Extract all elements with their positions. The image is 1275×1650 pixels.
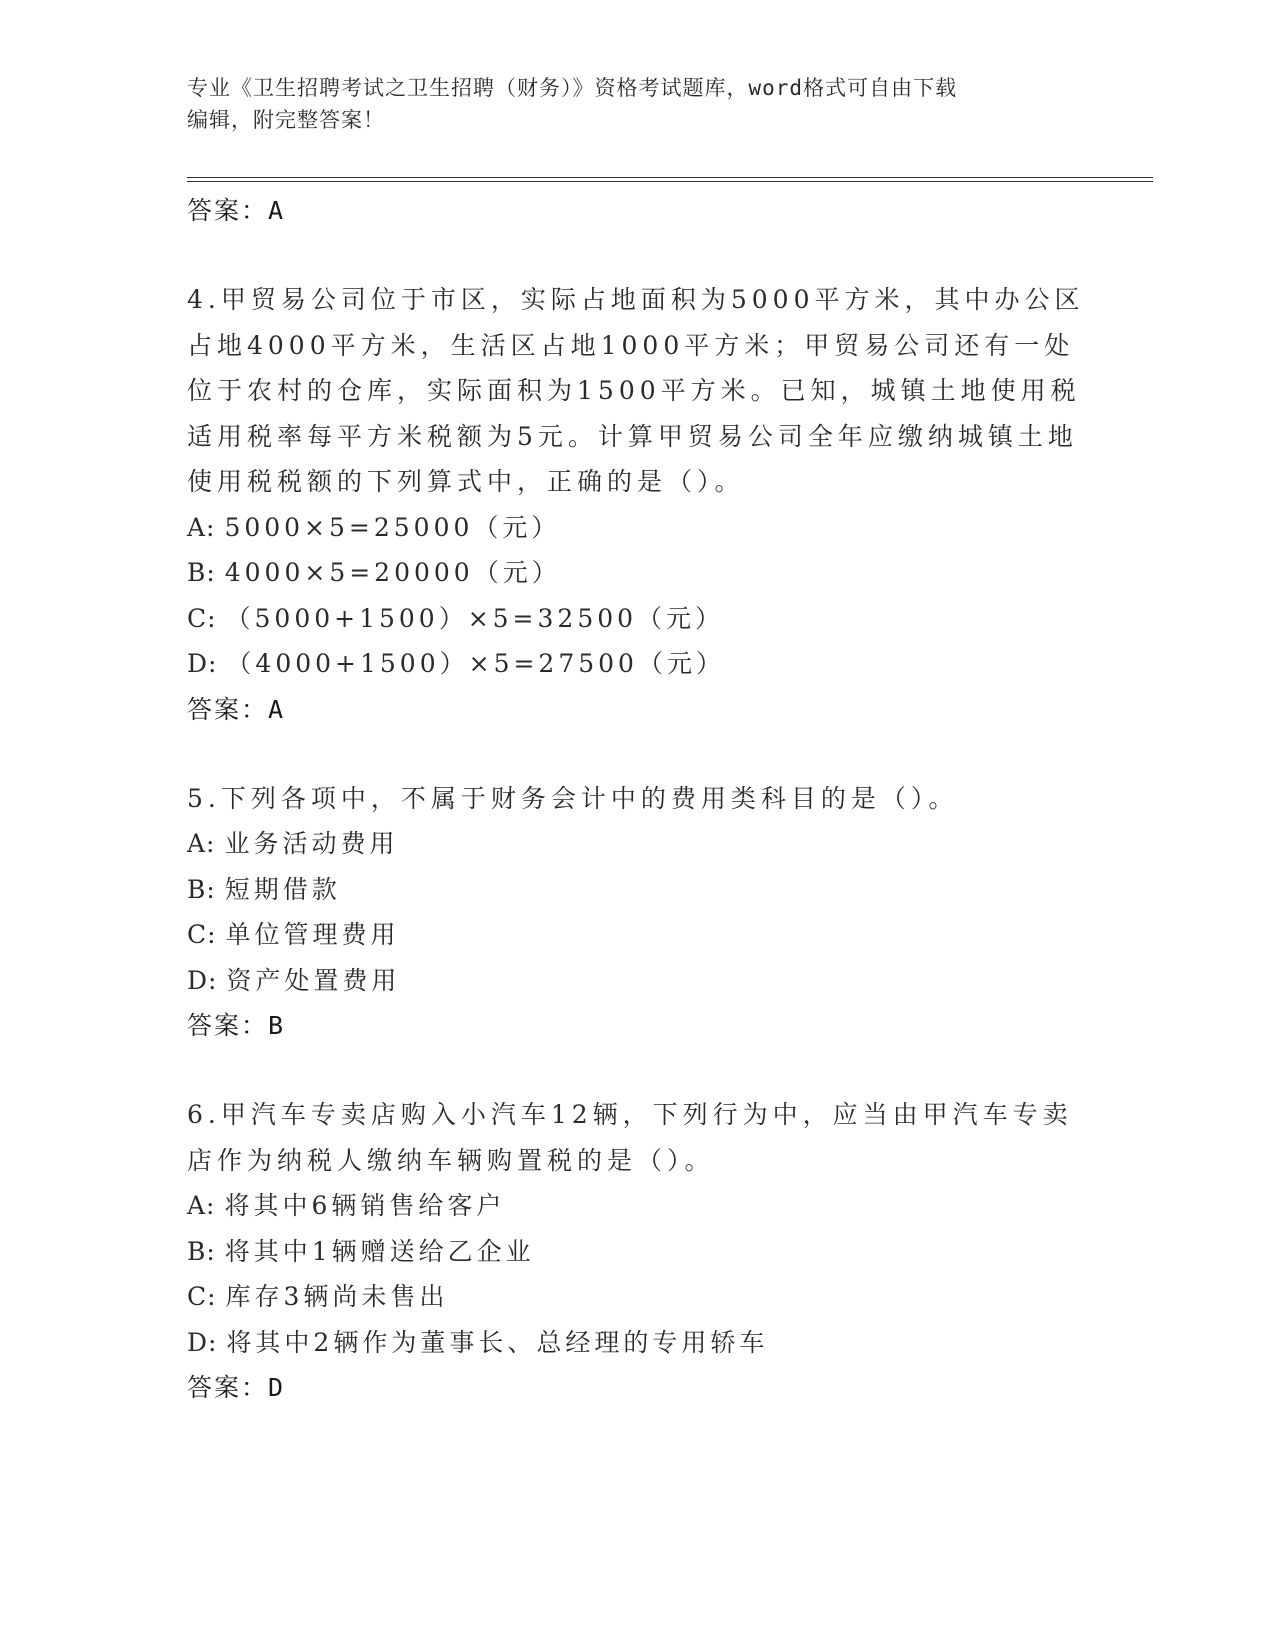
option-text: 5000×5=25000（元） [224, 512, 561, 542]
option-text: （5000+1500）×5=32500（元） [225, 603, 725, 633]
option-key: B: [187, 1236, 216, 1266]
answer-label: 答案：D [187, 1373, 286, 1402]
option-c [187, 596, 1087, 642]
question-stem: 5.下列各项中，不属于财务会计中的费用类科目的是（）。 [187, 783, 959, 813]
option-text: 单位管理费用 [225, 920, 400, 949]
option-c [187, 1274, 1087, 1320]
option-key: D: [187, 1327, 218, 1357]
option-key: D: [187, 649, 218, 678]
option-text: 将其中2辆作为董事长、总经理的专用轿车 [226, 1327, 769, 1357]
option-text: 业务活动费用 [224, 829, 399, 858]
option-key: C: [187, 920, 217, 949]
option-a [187, 505, 1087, 551]
option-d [187, 1320, 1087, 1366]
question-6 [187, 1092, 1087, 1410]
option-key: A: [187, 512, 216, 542]
option-d [187, 958, 1087, 1004]
header-line-2: 编辑，附完整答案！ [187, 108, 385, 132]
option-key: C: [187, 603, 217, 633]
option-b [187, 550, 1087, 596]
option-text: 4000×5=20000（元） [224, 558, 561, 587]
question-list [187, 188, 1087, 1410]
header-rule-top [187, 177, 1153, 178]
question-stem: 6.甲汽车专卖店购入小汽车12辆，下列行为中，应当由甲汽车专卖店作为纳税人缴纳车辆购置税的是（）。 [187, 1100, 1073, 1175]
option-d [187, 641, 1087, 687]
option-b [187, 867, 1087, 913]
answer-label: 答案：A [187, 694, 286, 724]
option-text: 资产处置费用 [226, 965, 401, 995]
option-key: B: [187, 874, 216, 904]
option-text: 库存3辆尚未售出 [225, 1282, 449, 1311]
option-key: D: [187, 965, 218, 995]
option-key: C: [187, 1282, 217, 1311]
option-key: A: [187, 829, 216, 858]
question-5 [187, 776, 1087, 1049]
option-c [187, 912, 1087, 958]
header-line-1: 专业《卫生招聘考试之卫生招聘（财务）》资格考试题库，word格式可自由下载 [187, 76, 958, 100]
header-rule-bottom [187, 181, 1153, 182]
option-text: 短期借款 [224, 874, 341, 904]
option-a [187, 1183, 1087, 1229]
option-a [187, 821, 1087, 867]
option-b [187, 1229, 1087, 1275]
previous-answer: 答案：A [187, 196, 286, 225]
option-key: A: [187, 1191, 216, 1220]
question-4 [187, 277, 1087, 732]
question-stem: 4.甲贸易公司位于市区，实际占地面积为5000平方米，其中办公区占地4000平方米，生活区占地1000平方米；甲贸易公司还有一处位于农村的仓库，实际面积为1500平方米。已知，城镇土地使用税适用税率每平方米税额为5元。计算甲贸易公司全年应缴纳城镇土地使用税税额的下列算式中，正确的是（）。 [187, 285, 1085, 496]
option-text: （4000+1500）×5=27500（元） [226, 649, 725, 678]
document-header [187, 72, 1067, 136]
option-text: 将其中6辆销售给客户 [224, 1191, 506, 1220]
answer-label: 答案：B [187, 1011, 286, 1040]
option-key: B: [187, 558, 216, 587]
option-text: 将其中1辆赠送给乙企业 [224, 1236, 535, 1266]
